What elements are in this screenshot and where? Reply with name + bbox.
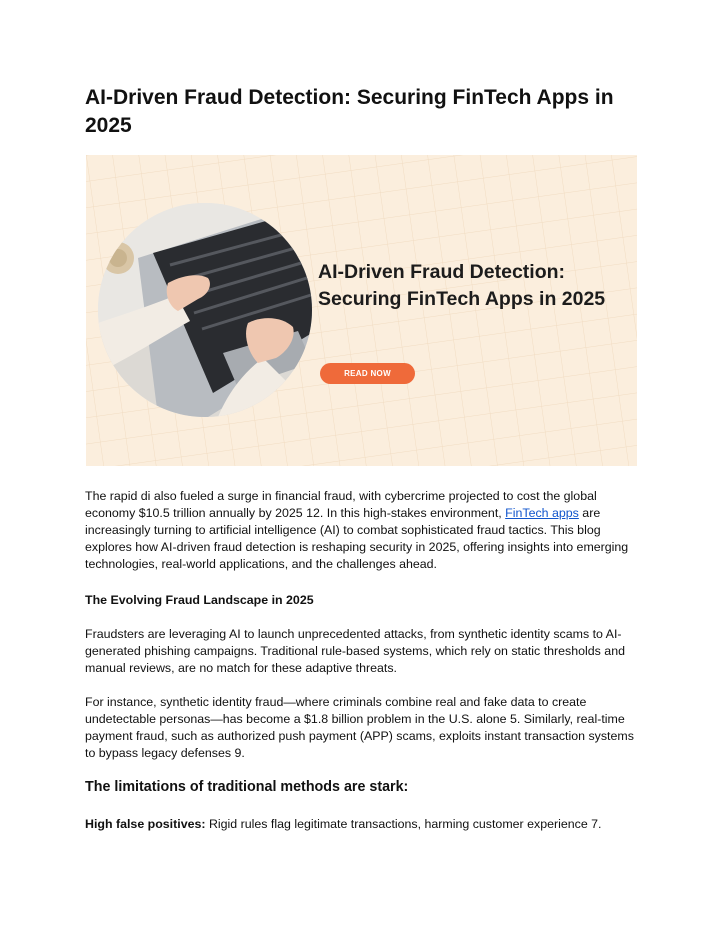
bullet-text: Rigid rules flag legitimate transactions, harming customer experience 7.	[205, 817, 602, 831]
synthetic-identity-paragraph: For instance, synthetic identity fraud—where criminals combine real and fake data to create undetectable personas—has become a $1.8 billion problem in the U.S. alone 5. Similarly, real-time payment fraud, such as authorized push payment (APP) scams, exploits instant transaction systems to bypass legacy defenses 9.	[85, 695, 634, 760]
list-item-high-false-positives	[85, 816, 645, 833]
read-now-button[interactable]: READ NOW	[320, 363, 415, 384]
intro-text-start: The rapid di also fueled a surge in financial fraud, with cybercrime projected to cost the global economy $10.5 trillion annually by 2025 12. In this high-stakes environment,	[85, 489, 597, 520]
hero-photo	[98, 203, 312, 417]
hero-title: AI-Driven Fraud Detection: Securing FinTech Apps in 2025	[318, 261, 606, 310]
intro-text-end: are increasingly turning to artificial intelligence (AI) to combat sophisticated fraud tactics. This blog explores how AI-driven fraud detection is reshaping security in 2025, offering insights into emerging technologies, real-world applications, and the challenges ahead.	[85, 506, 629, 571]
section-heading-limitations: The limitations of traditional methods are stark:	[85, 779, 409, 795]
intro-paragraph	[85, 488, 645, 573]
page-title: AI-Driven Fraud Detection: Securing FinTech Apps in 2025	[85, 86, 614, 137]
section-heading-evolving-fraud: The Evolving Fraud Landscape in 2025	[85, 593, 314, 607]
hero-banner	[86, 155, 637, 466]
bullet-label: High false positives:	[85, 817, 206, 831]
fintech-apps-link[interactable]: FinTech apps	[505, 506, 579, 520]
fraudsters-paragraph: Fraudsters are leveraging AI to launch unprecedented attacks, from synthetic identity scams to AI-generated phishing campaigns. Traditional rule-based systems, which rely on static thresholds and manual reviews, are no match for these adaptive threats.	[85, 627, 625, 675]
